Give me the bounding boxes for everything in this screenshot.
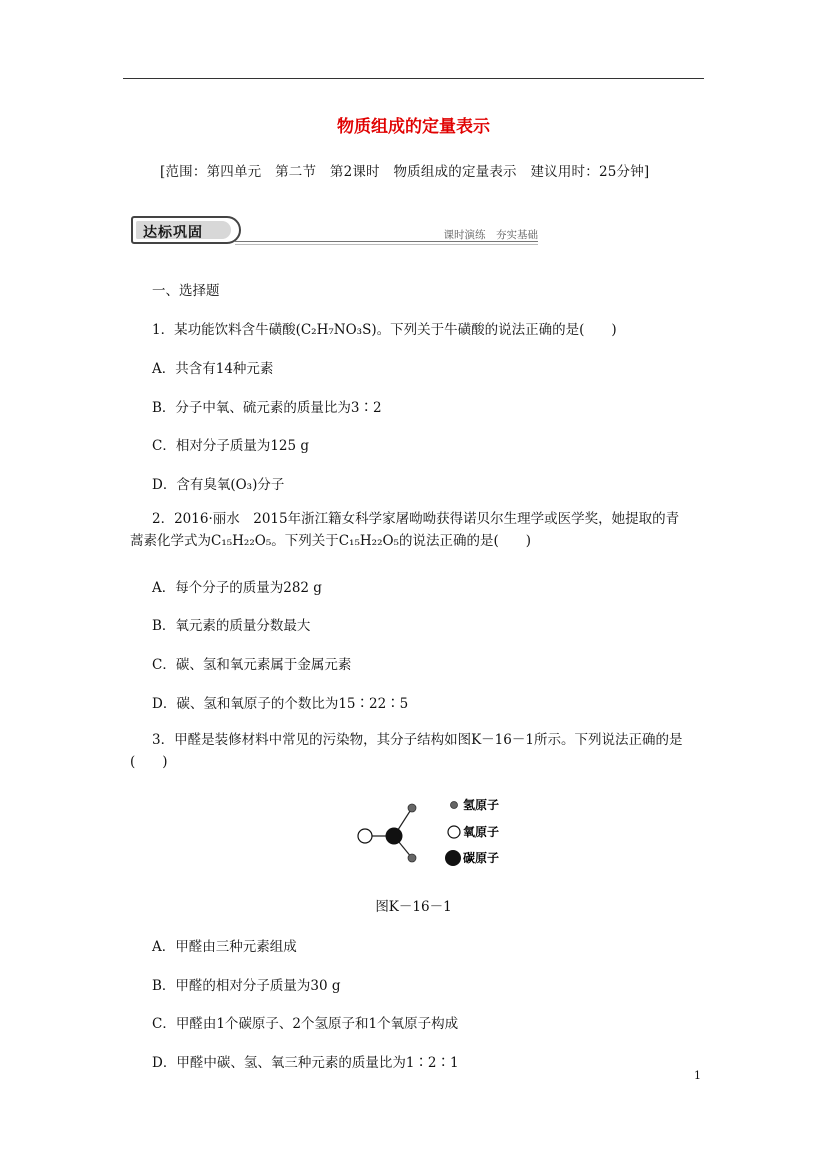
oxygen-atom: [358, 829, 372, 843]
banner-right-text: 课时演练 夯实基础: [443, 229, 538, 241]
q2-option-c: C．碳、氢和氧元素属于金属元素: [152, 657, 352, 673]
q1-stem: 1．某功能饮料含牛磺酸(C₂H₇NO₃S)。下列关于牛磺酸的说法正确的是( ): [152, 322, 617, 338]
q3-option-a: A．甲醛由三种元素组成: [152, 939, 297, 955]
q1-option-b: B．分子中氧、硫元素的质量比为3∶2: [152, 400, 382, 416]
banner-label: 达标巩固: [143, 225, 203, 241]
carbon-atom: [386, 828, 403, 845]
legend-hydrogen-label: 氢原子: [463, 798, 500, 812]
q2-option-a: A．每个分子的质量为282 g: [152, 580, 322, 596]
q1-option-c: C．相对分子质量为125 g: [152, 438, 310, 454]
formaldehyde-molecule-figure: [352, 796, 512, 874]
q2-stem: 2．2016·丽水 2015年浙江籍女科学家屠呦呦获得诺贝尔生理学或医学奖，她提取的青蒿素化学式为C₁₅H₂₂O₅。下列关于C₁₅H₂₂O₅的说法正确的是( ): [130, 511, 680, 549]
q2-option-b: B．氧元素的质量分数最大: [152, 618, 311, 634]
section-heading: 一、选择题: [152, 283, 220, 299]
page-number: 1: [694, 1069, 701, 1082]
scope-line: [范围：第四单元 第二节 第2课时 物质组成的定量表示 建议用时：25分钟]: [160, 164, 650, 180]
banner-underline-secondary: [235, 244, 538, 245]
q3-option-b: B．甲醛的相对分子质量为30 g: [152, 978, 341, 994]
q1-option-d: D．含有臭氧(O₃)分子: [152, 477, 285, 493]
hydrogen-atom-bottom: [408, 854, 416, 862]
page-title: 物质组成的定量表示: [337, 117, 490, 137]
section-banner: [131, 216, 538, 246]
q3-option-c: C．甲醛由1个碳原子、2个氢原子和1个氧原子构成: [152, 1016, 459, 1032]
banner-tab: [131, 216, 241, 244]
header-rule: [123, 78, 704, 79]
q3-stem: 3．甲醛是装修材料中常见的污染物，其分子结构如图K－16－1所示。下列说法正确的是( ): [130, 732, 683, 770]
figure-caption: 图K－16－1: [375, 899, 452, 915]
hydrogen-atom-top: [408, 804, 416, 812]
legend-carbon-marker: [445, 850, 461, 866]
legend-oxygen-marker: [448, 826, 460, 838]
legend-carbon-label: 碳原子: [463, 851, 500, 865]
q1-option-a: A．共含有14种元素: [152, 361, 274, 377]
legend-oxygen-label: 氧原子: [463, 825, 500, 839]
legend-hydrogen-marker: [451, 802, 458, 809]
q3-option-d: D．甲醛中碳、氢、氧三种元素的质量比为1∶2∶1: [152, 1055, 459, 1071]
q2-option-d: D．碳、氢和氧原子的个数比为15∶22∶5: [152, 696, 409, 712]
